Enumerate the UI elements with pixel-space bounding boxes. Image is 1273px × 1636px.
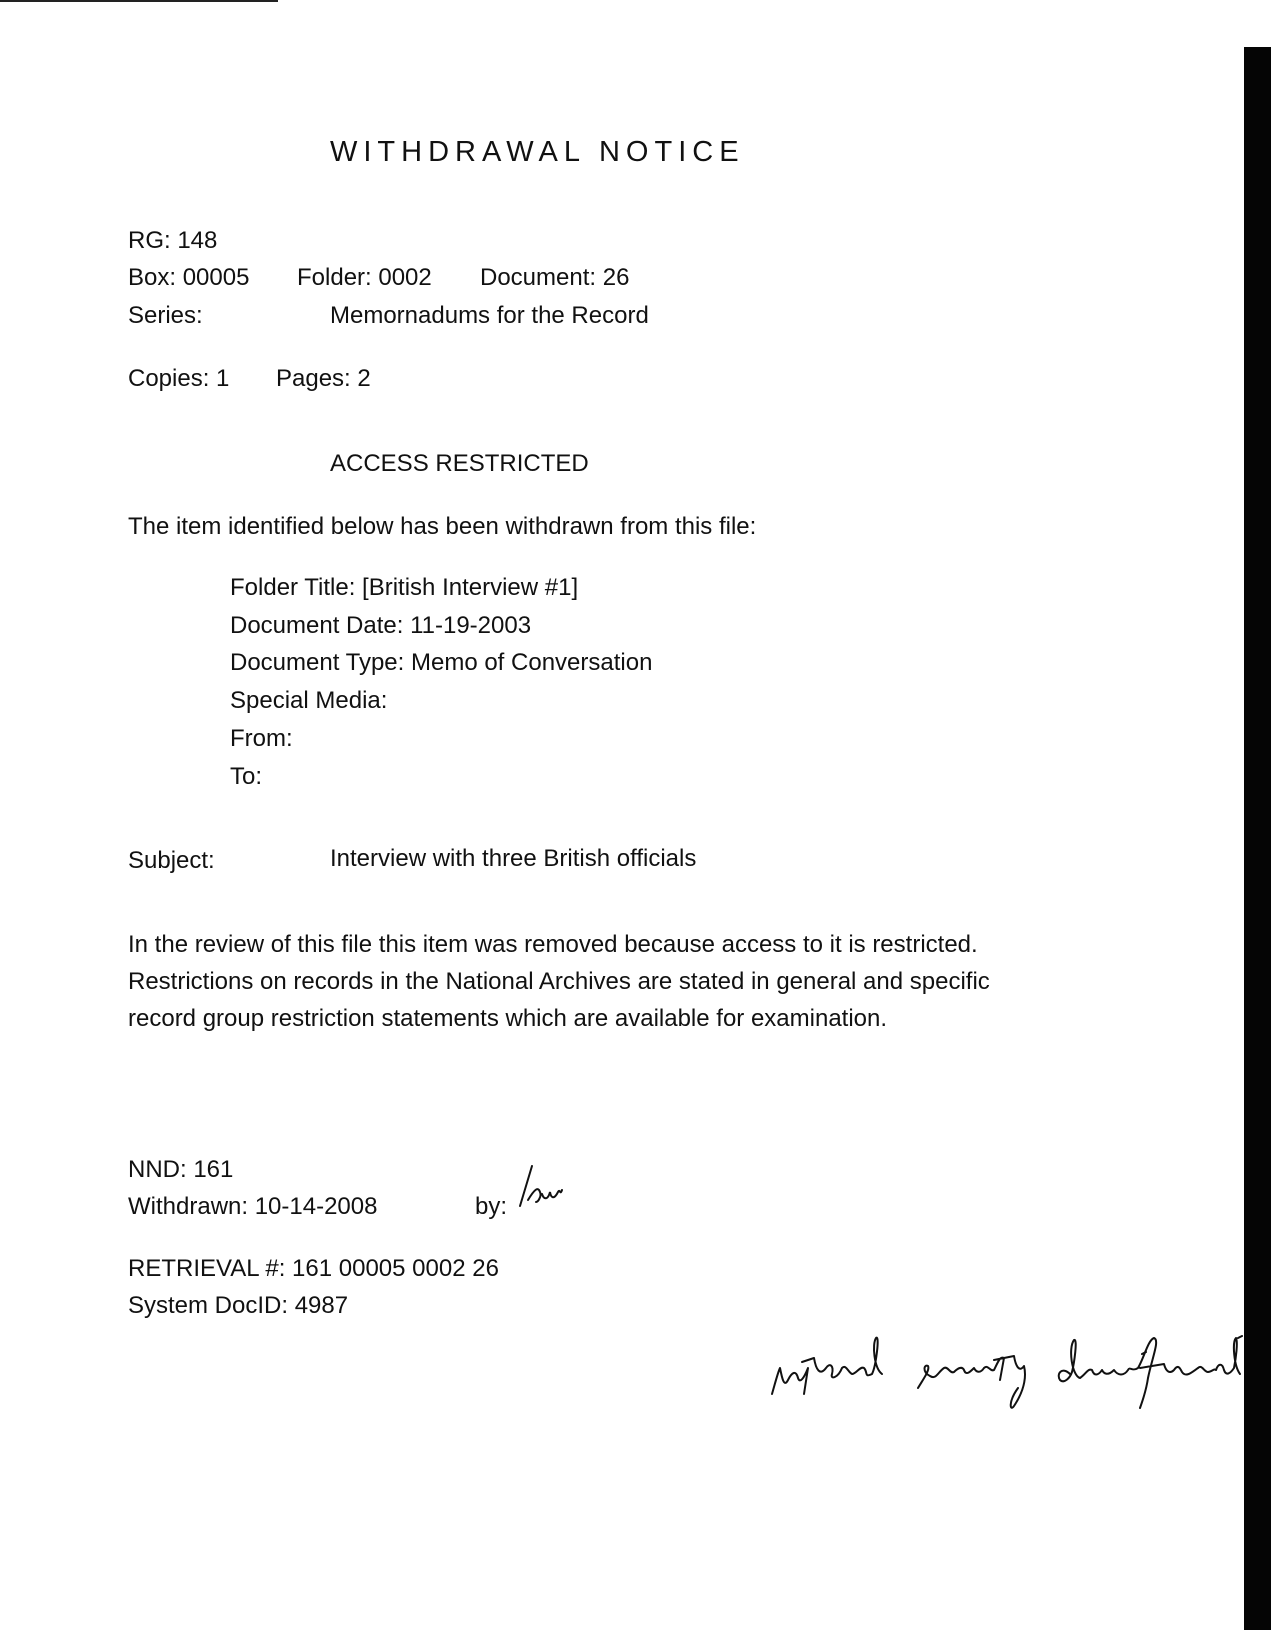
document-type-field: Document Type: Memo of Conversation [230,649,653,676]
rg-field: RG: 148 [128,227,218,254]
by-label: by: [475,1193,508,1220]
series-label: Series: [128,302,203,329]
special-media-field: Special Media: [230,687,388,714]
handwritten-annotation [768,1318,1244,1418]
subject-value: Interview with three British officials [330,845,697,872]
access-restricted-heading: ACCESS RESTRICTED [330,450,589,477]
box-field: Box: 00005 [128,264,250,291]
from-field: From: [230,725,293,752]
to-field: To: [230,763,263,790]
initials-signature [518,1160,568,1215]
copies-field: Copies: 1 [128,365,230,392]
folder-title-field: Folder Title: [British Interview #1] [230,574,579,601]
retrieval-field: RETRIEVAL #: 161 00005 0002 26 [128,1255,499,1282]
folder-field: Folder: 0002 [297,264,432,291]
top-edge-line [0,0,278,2]
restriction-paragraph: In the review of this file this item was removed because access to it is restricted. Restrictions on records in the National Archives are stated in general and specific record group restriction statements which are available for examination. [128,931,990,1032]
notice-title: WITHDRAWAL NOTICE [330,136,745,168]
scan-edge-bar [1244,47,1271,1630]
docid-field: System DocID: 4987 [128,1292,349,1319]
intro-text: The item identified below has been withdrawn from this file: [128,513,757,540]
document-field: Document: 26 [480,264,630,291]
document-date-field: Document Date: 11-19-2003 [230,612,532,639]
withdrawn-field: Withdrawn: 10-14-2008 [128,1193,378,1220]
subject-label: Subject: [128,847,215,874]
pages-field: Pages: 2 [276,365,371,392]
nnd-field: NND: 161 [128,1156,234,1183]
series-value: Memornadums for the Record [330,302,649,329]
